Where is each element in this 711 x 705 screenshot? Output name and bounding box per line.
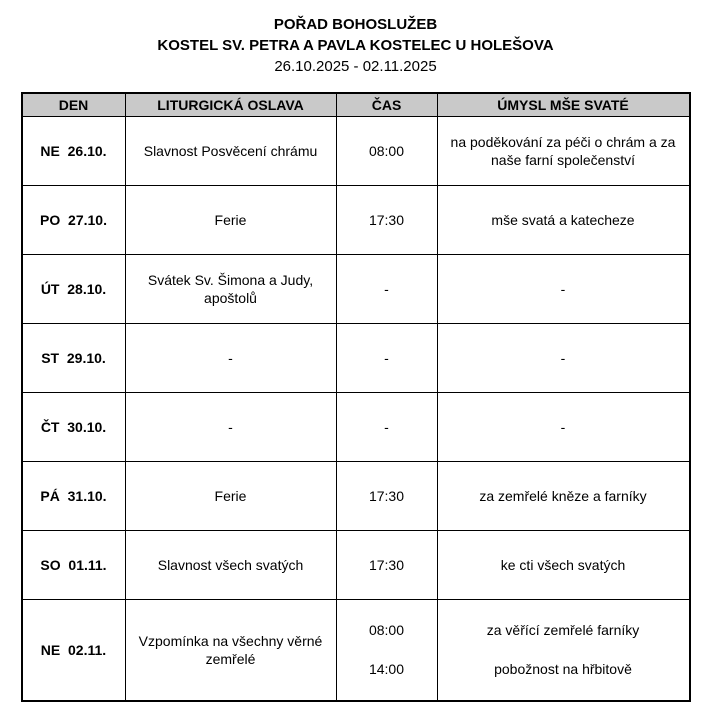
- document-title: POŘAD BOHOSLUŽEB: [273, 16, 438, 33]
- day-cell: SO 01.11.: [22, 530, 126, 599]
- date-range: 26.10.2025 - 02.11.2025: [274, 58, 437, 75]
- day-cell: NE 02.11.: [22, 599, 126, 701]
- intention-cell: [437, 599, 690, 701]
- celebration-cell: Ferie: [125, 461, 336, 530]
- day-cell: ÚT 28.10.: [22, 254, 126, 323]
- table-row: [22, 392, 690, 461]
- intention-cell: -: [437, 323, 690, 392]
- celebration-cell: Svátek Sv. Šimona a Judy, apoštolů: [125, 254, 336, 323]
- day-cell: PÁ 31.10.: [22, 461, 126, 530]
- time-cell: -: [336, 392, 437, 461]
- table-row: [22, 599, 690, 701]
- table-row: [22, 323, 690, 392]
- table-row: [22, 461, 690, 530]
- intention-cell: -: [437, 392, 690, 461]
- intention-cell: ke cti všech svatých: [437, 530, 690, 599]
- time-cell: 08:00: [336, 116, 437, 185]
- column-header-den: DEN: [22, 93, 126, 117]
- celebration-cell: -: [125, 323, 336, 392]
- celebration-cell: Slavnost všech svatých: [125, 530, 336, 599]
- intention-cell: za zemřelé kněze a farníky: [437, 461, 690, 530]
- column-header-umysl: ÚMYSL MŠE SVATÉ: [437, 93, 690, 117]
- time-cell: -: [336, 323, 437, 392]
- day-cell: PO 27.10.: [22, 185, 126, 254]
- time-value: 14:00: [368, 661, 405, 678]
- time-value: 08:00: [368, 621, 405, 638]
- column-header-oslava: LITURGICKÁ OSLAVA: [125, 93, 336, 117]
- intention-cell: na poděkování za péči o chrám a za naše farní společenství: [437, 116, 690, 185]
- table-row: [22, 530, 690, 599]
- time-cell: 17:30: [336, 530, 437, 599]
- time-cell: -: [336, 254, 437, 323]
- table-row: [22, 116, 690, 185]
- header-row: [22, 93, 690, 117]
- time-cell: 17:30: [336, 185, 437, 254]
- day-cell: ST 29.10.: [22, 323, 126, 392]
- schedule-body: [22, 116, 690, 701]
- intention-cell: mše svatá a katecheze: [437, 185, 690, 254]
- day-cell: ČT 30.10.: [22, 392, 126, 461]
- celebration-cell: -: [125, 392, 336, 461]
- celebration-cell: Ferie: [125, 185, 336, 254]
- table-row: [22, 254, 690, 323]
- celebration-cell: Vzpomínka na všechny věrné zemřelé: [125, 599, 336, 701]
- time-cell: 17:30: [336, 461, 437, 530]
- column-header-cas: ČAS: [336, 93, 437, 117]
- intention-cell: -: [437, 254, 690, 323]
- document-subtitle: KOSTEL SV. PETRA A PAVLA KOSTELEC U HOLEŠOVA: [157, 37, 554, 54]
- intention-value: za věřící zemřelé farníky: [486, 621, 640, 638]
- day-cell: NE 26.10.: [22, 116, 126, 185]
- celebration-cell: Slavnost Posvěcení chrámu: [125, 116, 336, 185]
- intention-value: pobožnost na hřbitově: [494, 661, 632, 678]
- schedule-header: [22, 93, 690, 117]
- intention-stack: [444, 602, 683, 698]
- table-row: [22, 185, 690, 254]
- schedule-table: [21, 92, 691, 702]
- time-cell: [336, 599, 437, 701]
- time-stack: [343, 602, 431, 698]
